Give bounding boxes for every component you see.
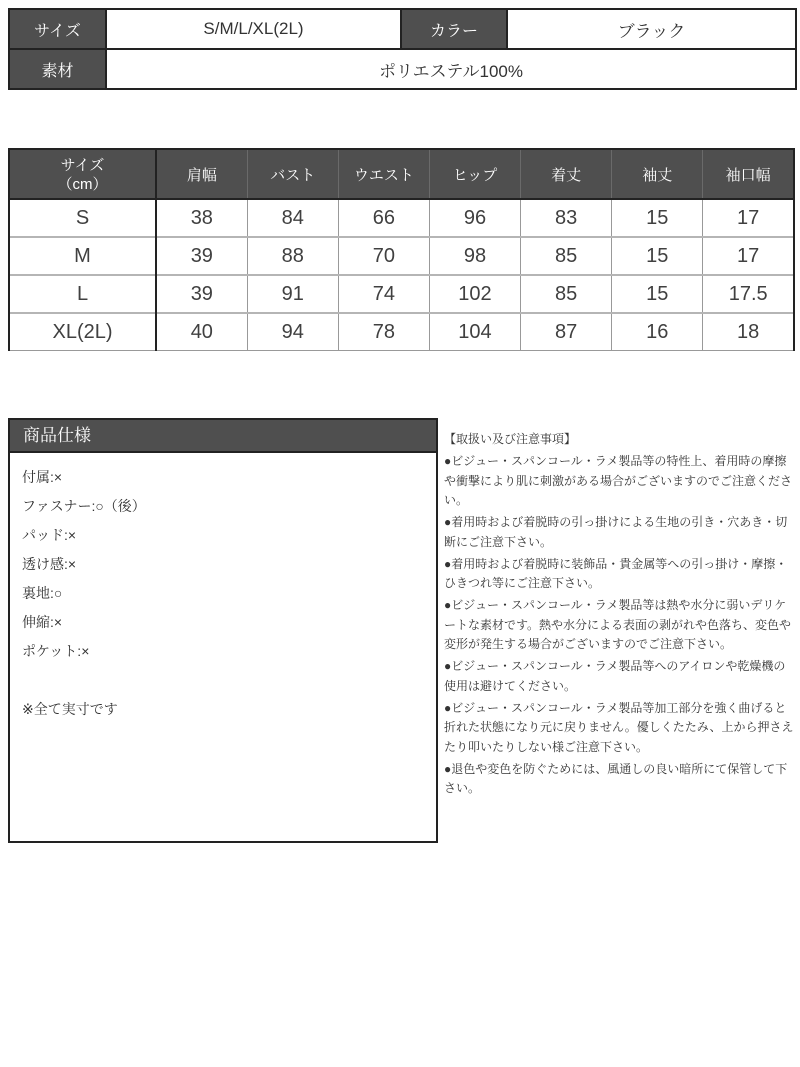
size-cell: S — [9, 199, 156, 237]
value-cell: 98 — [429, 237, 520, 275]
size-chart-row-l — [9, 275, 794, 313]
care-note-item: ●着用時および着脱時に装飾品・貴金属等への引っ掛け・摩擦・ひきつれ等にご注意下さい。 — [444, 556, 788, 590]
size-chart-header-col: 着丈 — [521, 149, 612, 199]
spec-item-accessory: 付属:× — [22, 469, 63, 485]
value-cell: 39 — [156, 237, 247, 275]
value-cell: 83 — [521, 199, 612, 237]
care-note-item: ●ビジュー・スパンコール・ラメ製品等は熱や水分に弱いデリケートな素材です。熱や水分による表面の剥がれや色落ち、変色や変形が発生する場合がございますのでご注意下さい。 — [444, 598, 792, 651]
size-chart-row-m — [9, 237, 794, 275]
care-notes — [444, 430, 797, 801]
size-chart-header-col: バスト — [247, 149, 338, 199]
value-cell: 74 — [338, 275, 429, 313]
size-chart-header-col: 肩幅 — [156, 149, 247, 199]
color-value-cell: ブラック — [507, 9, 796, 49]
value-cell: 84 — [247, 199, 338, 237]
value-cell: 87 — [521, 313, 612, 351]
value-cell: 88 — [247, 237, 338, 275]
material-value-cell: ポリエステル100% — [106, 49, 796, 89]
summary-row-material — [9, 49, 796, 89]
size-label-cell: サイズ — [9, 9, 106, 49]
value-cell: 16 — [612, 313, 703, 351]
spec-item-pad: パッド:× — [22, 527, 77, 543]
value-cell: 85 — [521, 237, 612, 275]
product-summary-table — [8, 8, 797, 90]
care-notes-title: 【取扱い及び注意事項】 — [444, 432, 577, 446]
size-chart-header-col: ウエスト — [338, 149, 429, 199]
size-chart-header-row — [9, 149, 794, 199]
spec-item-lining: 裏地:○ — [22, 585, 63, 601]
value-cell: 18 — [703, 313, 794, 351]
product-spec-box — [8, 418, 438, 843]
value-cell: 96 — [429, 199, 520, 237]
value-cell: 38 — [156, 199, 247, 237]
spec-item-stretch: 伸縮:× — [22, 614, 63, 630]
size-value-cell: S/M/L/XL(2L) — [106, 9, 401, 49]
care-note-item: ●ビジュー・スパンコール・ラメ製品等の特性上、着用時の摩擦や衝撃により肌に刺激がある場合がございますのでご注意ください。 — [444, 454, 793, 507]
value-cell: 78 — [338, 313, 429, 351]
value-cell: 104 — [429, 313, 520, 351]
spec-item-sheerness: 透け感:× — [22, 556, 77, 572]
size-chart-header-size — [9, 149, 156, 199]
size-chart-header-col: 袖丈 — [612, 149, 703, 199]
size-cell: L — [9, 275, 156, 313]
product-spec-content — [10, 453, 436, 724]
value-cell: 15 — [612, 275, 703, 313]
size-chart-header-col: 袖口幅 — [703, 149, 794, 199]
size-chart-table — [8, 148, 795, 351]
value-cell: 102 — [429, 275, 520, 313]
summary-row-size-color — [9, 9, 796, 49]
value-cell: 94 — [247, 313, 338, 351]
size-cell: XL(2L) — [9, 313, 156, 351]
spec-item-pocket: ポケット:× — [22, 643, 90, 659]
value-cell: 17 — [703, 199, 794, 237]
value-cell: 15 — [612, 199, 703, 237]
color-label-cell: カラー — [401, 9, 507, 49]
care-note-item: ●ビジュー・スパンコール・ラメ製品等へのアイロンや乾燥機の使用は避けてください。 — [444, 659, 786, 693]
care-note-item: ●退色や変色を防ぐためには、風通しの良い暗所にて保管して下さい。 — [444, 761, 788, 795]
value-cell: 91 — [247, 275, 338, 313]
size-chart-row-s — [9, 199, 794, 237]
size-chart-header-col: ヒップ — [429, 149, 520, 199]
size-chart-header-unit: （cm） — [57, 175, 108, 193]
size-chart-row-xl — [9, 313, 794, 351]
spec-note: ※全て実寸です — [22, 701, 118, 717]
size-chart-header-title: サイズ — [60, 156, 105, 174]
value-cell: 40 — [156, 313, 247, 351]
value-cell: 17.5 — [703, 275, 794, 313]
material-label-cell: 素材 — [9, 49, 106, 89]
value-cell: 17 — [703, 237, 794, 275]
value-cell: 39 — [156, 275, 247, 313]
size-cell: M — [9, 237, 156, 275]
value-cell: 66 — [338, 199, 429, 237]
spec-item-fastener: ファスナー:○（後） — [22, 498, 146, 514]
product-spec-title: 商品仕様 — [10, 420, 436, 453]
value-cell: 70 — [338, 237, 429, 275]
care-note-item: ●着用時および着脱時の引っ掛けによる生地の引き・穴あき・切断にご注意下さい。 — [444, 515, 788, 549]
value-cell: 15 — [612, 237, 703, 275]
care-note-item: ●ビジュー・スパンコール・ラメ製品等加工部分を強く曲げると折れた状態になり元に戻りません。優しくたたみ、上から押さえたり叩いたりしない様ご注意下さい。 — [444, 700, 794, 754]
value-cell: 85 — [521, 275, 612, 313]
